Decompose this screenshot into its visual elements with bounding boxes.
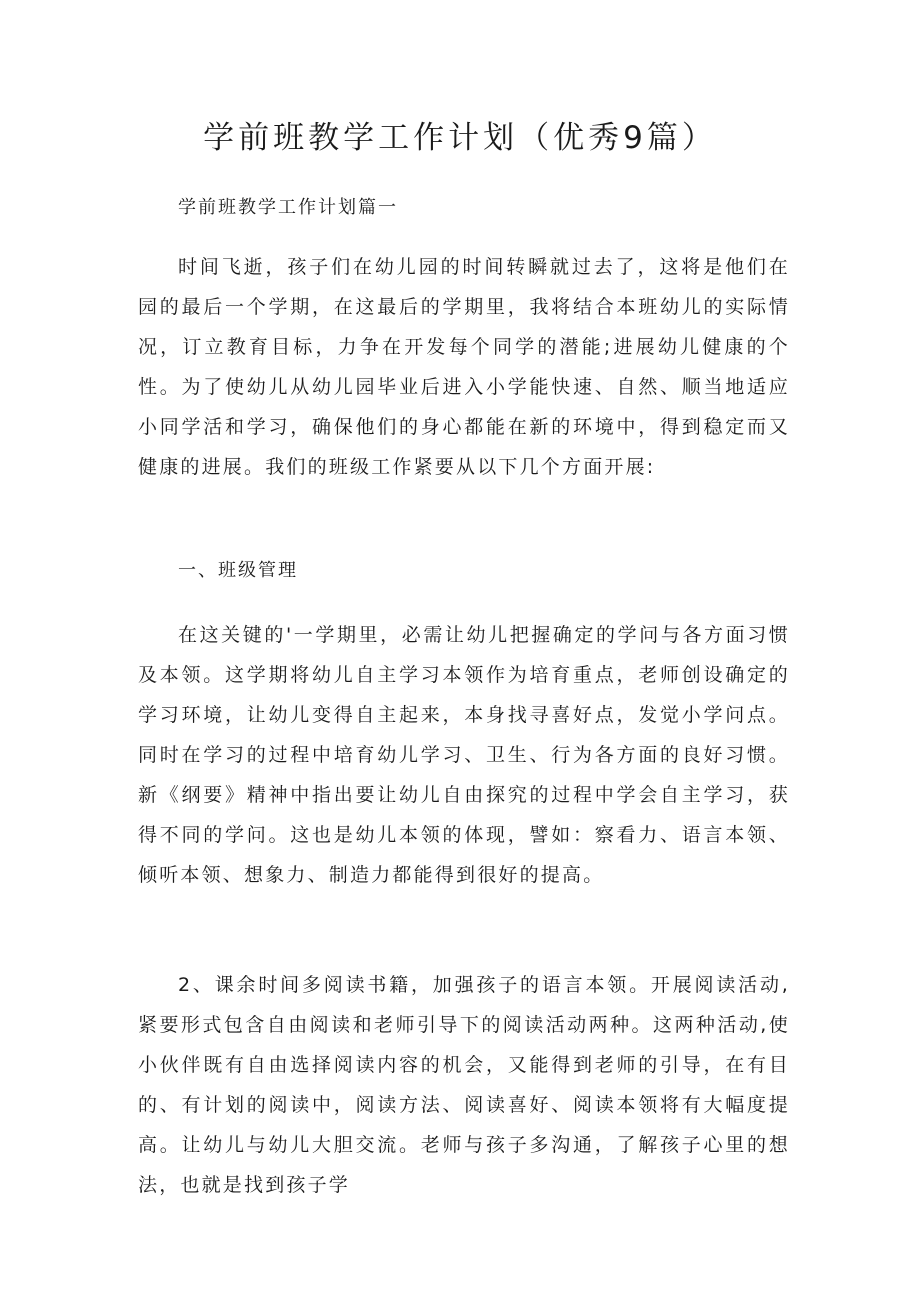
paragraph-reading: 2、课余时间多阅读书籍，加强孩子的语言本领。开展阅读活动,紧要形式包含自由阅读和老师引导下的阅读活动两种。这两种活动,使小伙伴既有自由选择阅读内容的机会，又能得到老师的引导，在有目的、有计划的阅读中，阅读方法、阅读喜好、阅读本领将有大幅度提高。让幼儿与幼儿大胆交流。老师与孩子多沟通，了解孩子心里的想法，也就是找到孩子学 xyxy=(138,974,790,1196)
section-title: 学前班教学工作计划篇一 xyxy=(178,197,398,218)
paragraph-class-management: 在这关键的'一学期里，必需让幼儿把握确定的学问与各方面习惯及本领。这学期将幼儿自主学习本领作为培育重点，老师创设确定的学习环境，让幼儿变得自主起来，本身找寻喜好点，发觉小学问点。同时在学习的过程中培育幼儿学习、卫生、行为各方面的良好习惯。新《纲要》精神中指出要让幼儿自由探究的过程中学会自主学习，获得不同的学问。这也是幼儿本领的体现，譬如：察看力、语言本领、倾听本领、想象力、制造力都能得到很好的提高。 xyxy=(138,624,790,886)
heading-class-management: 一、班级管理 xyxy=(178,560,298,581)
paragraph-intro: 时间飞逝，孩子们在幼儿园的时间转瞬就过去了，这将是他们在园的最后一个学期，在这最后的学期里，我将结合本班幼儿的实际情况，订立教育目标，力争在开发每个同学的潜能;进展幼儿健康的个性。为了使幼儿从幼儿园毕业后进入小学能快速、自然、顺当地适应小同学活和学习，确保他们的身心都能在新的环境中，得到稳定而又健康的进展。我们的班级工作紧要从以下几个方面开展: xyxy=(138,256,790,478)
document-title: 学前班教学工作计划（优秀9篇） xyxy=(203,120,717,156)
